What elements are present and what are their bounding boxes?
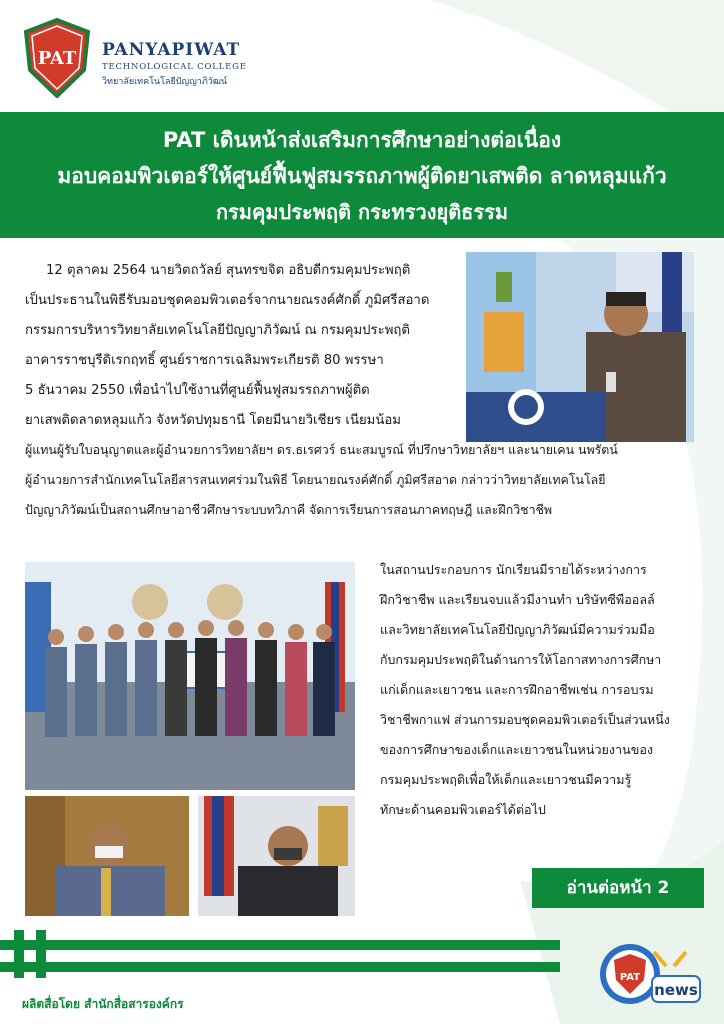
body-line: กรรมการบริหารวิทยาลัยเทคโนโลยีปัญญาภิวัฒน์ ณ กรมคุมประพฤติ: [25, 323, 410, 338]
body-line: ปัญญาภิวัฒน์เป็นสถานศึกษาอาชีวศึกษาระบบทวิภาคี จัดการเรียนการสอนภาคทฤษฎี และฝึกวิชาชีพ: [25, 502, 553, 517]
headline-banner: [0, 112, 724, 238]
photo-group-ceremony: [25, 562, 355, 790]
pat-news-badge-icon: [594, 936, 704, 1016]
badge-word: news: [654, 981, 698, 999]
college-name-en: PANYAPIWAT: [102, 40, 241, 60]
body-line: เป็นประธานในพิธีรับมอบชุดคอมพิวเตอร์จากนายณรงค์ศักดิ์ ภูมิศรีสอาด: [25, 293, 430, 308]
body-line: ทักษะด้านคอมพิวเตอร์ได้ต่อไป: [380, 802, 546, 817]
body-line: และวิทยาลัยเทคโนโลยีปัญญาภิวัฒน์มีความร่วมมือ: [380, 622, 655, 637]
body-line: อาคารราชบุรีดิเรกฤทธิ์ ศูนย์ราชการเฉลิมพระเกียรติ 80 พรรษา: [25, 353, 384, 368]
body-line: ผู้แทนผู้รับใบอนุญาตและผู้อำนวยการวิทยาลัยฯ ดร.ธเรศวร์ ธนะสมบูรณ์ ที่ปรึกษาวิทยาลัยฯ และนายเคน นพรัตน์: [25, 442, 618, 457]
shield-logo-icon: [22, 18, 92, 98]
headline-line-2: มอบคอมพิวเตอร์ให้ศูนย์ฟื้นฟูสมรรถภาพผู้ติดยาเสพติด ลาดหลุมแก้ว: [57, 164, 667, 188]
photo-seated-official: [198, 796, 355, 916]
body-line: กับกรมคุมประพฤติในด้านการให้โอกาสทางการศึกษา: [380, 652, 662, 667]
body-line: แก่เด็กและเยาวชน และการฝึกอาชีพเช่น การอบรม: [380, 682, 654, 697]
logo-mark: PAT: [37, 48, 77, 69]
body-line: 5 ธันวาคม 2550 เพื่อนำไปใช้งานที่ศูนย์ฟื้นฟูสมรรถภาพผู้ติด: [25, 383, 370, 398]
read-more-button[interactable]: อ่านต่อหน้า 2: [532, 868, 704, 908]
body-line: ผู้อำนวยการสำนักเทคโนโลยีสารสนเทศร่วมในพิธี โดยนายณรงค์ศักดิ์ ภูมิศรีสอาด กล่าวว่าวิทยาลัยเทคโนโลยี: [25, 472, 606, 487]
college-name-th: วิทยาลัยเทคโนโลยีปัญญาภิวัฒน์: [102, 77, 228, 87]
headline-line-3: กรมคุมประพฤติ กระทรวงยุติธรรม: [215, 200, 509, 224]
footer-stripe: [14, 930, 24, 978]
headline-line-1: PAT เดินหน้าส่งเสริมการศึกษาอย่างต่อเนื่อง: [162, 128, 562, 152]
body-line: ในสถานประกอบการ นักเรียนมีรายได้ระหว่างการ: [380, 562, 647, 577]
footer-stripe: [0, 962, 560, 972]
body-line: ฝึกวิชาชีพ และเรียนจบแล้วมีงานทำ บริษัทซีพีออลล์: [380, 592, 655, 607]
footer-stripe: [0, 940, 560, 950]
college-subtitle-en: TECHNOLOGICAL COLLEGE: [102, 62, 247, 72]
body-line: ยาเสพติดลาดหลุมแก้ว จังหวัดปทุมธานี โดยมีนายวิเชียร เนียมน้อม: [25, 413, 402, 428]
photo-speaker-podium: [466, 252, 694, 442]
badge-mark: PAT: [619, 972, 641, 983]
body-line: กรมคุมประพฤติเพื่อให้เด็กและเยาวชนมีความรู้: [380, 772, 632, 787]
photo-seated-guest: [25, 796, 189, 916]
body-line: ของการศึกษาของเด็กและเยาวชนในหน่วยงานของ: [380, 742, 654, 757]
footer-credit: ผลิตสื่อโดย สำนักสื่อสารองค์กร: [22, 997, 184, 1011]
body-line: 12 ตุลาคม 2564 นายวิตถวัลย์ สุนทรขจิต อธิบดีกรมคุมประพฤติ: [46, 263, 411, 278]
body-line: วิชาชีพกาแฟ ส่วนการมอบชุดคอมพิวเตอร์เป็นส่วนหนึ่ง: [380, 712, 670, 727]
footer-stripe: [36, 930, 46, 978]
college-logo: [22, 18, 342, 102]
